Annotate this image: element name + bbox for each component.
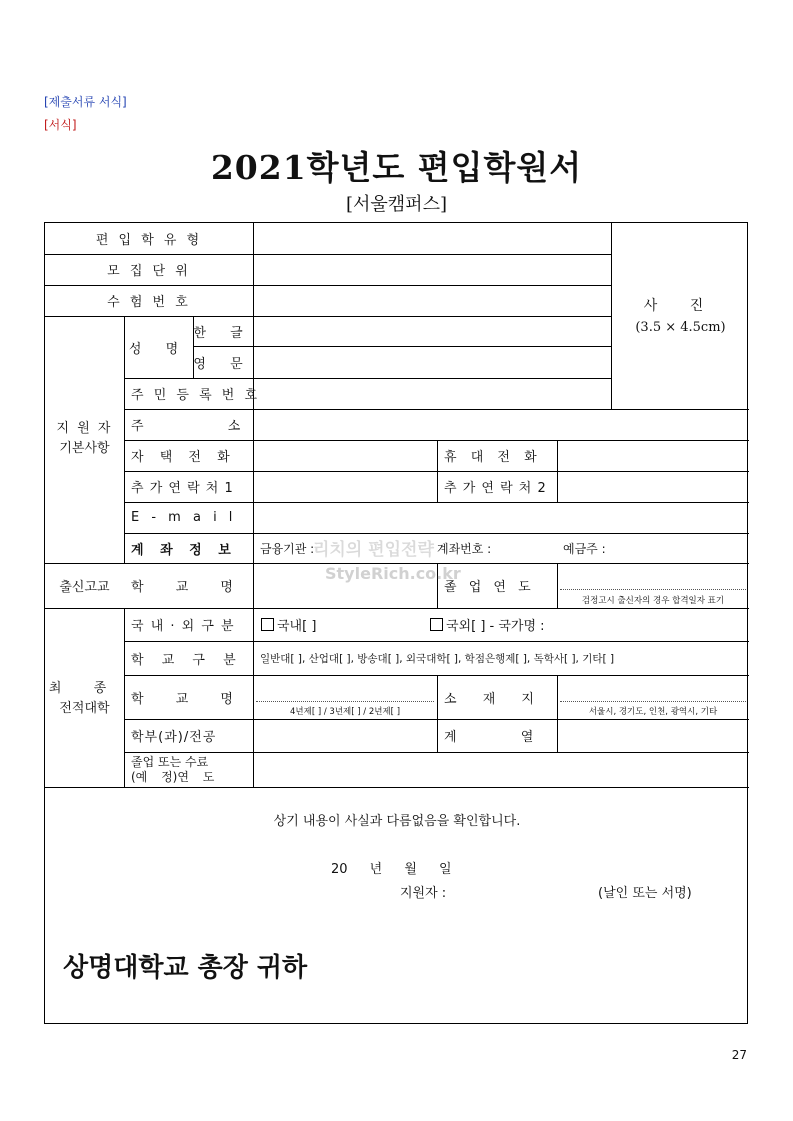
- series-label: 계 열: [444, 730, 534, 745]
- series-field[interactable]: [558, 720, 748, 751]
- extra-contact-2-field[interactable]: [558, 472, 748, 501]
- page-title: 2021학년도 편입학원서: [210, 148, 583, 187]
- ged-note: 검정고시 출신자의 경우 합격일자 표기: [581, 595, 725, 606]
- grad-date-label-line2: (예 정)연 도: [131, 770, 215, 784]
- english-name-field[interactable]: [254, 347, 610, 377]
- final-school-line2: 전적대학: [59, 700, 110, 716]
- high-school-name-label: 학 교 명: [131, 580, 233, 595]
- depositor-label: 예금주 :: [563, 541, 606, 556]
- school-type-label: 학 교 구 분: [131, 652, 236, 668]
- domestic-foreign-label: 국 내 · 외 구 분: [131, 619, 234, 634]
- confirmation-statement: 상기 내용이 사실과 다름없음을 확인합니다.: [273, 813, 521, 829]
- foreign-option-label: 국외[ ] - 국가명 :: [446, 619, 545, 634]
- grad-year-label: 졸 업 연 도: [444, 580, 531, 595]
- department-field[interactable]: [254, 720, 436, 751]
- application-form: [44, 222, 748, 1024]
- exam-number-field[interactable]: [254, 286, 610, 315]
- applicant-section-line1: 지 원 자: [56, 420, 113, 436]
- year-options[interactable]: 4년제[ ] / 3년제[ ] / 2년제[ ]: [289, 707, 401, 717]
- mobile-label: 휴 대 전 화: [444, 450, 537, 465]
- watermark-url: StyleRich.co.kr: [325, 564, 461, 583]
- addressee: 상명대학교 총장 귀하: [63, 952, 308, 983]
- extra-contact-1-field[interactable]: [254, 472, 436, 501]
- school-type-options[interactable]: 일반대[ ], 산업대[ ], 방송대[ ], 외국대학[ ], 학점은행제[ ], 독학사[ ], 기타[ ]: [260, 652, 615, 665]
- final-school-line1: 최 종: [48, 680, 121, 696]
- photo-size-label: (3.5 × 4.5cm): [635, 319, 726, 335]
- mobile-field[interactable]: [558, 441, 748, 470]
- exam-number-label: 수 험 번 호: [107, 295, 191, 310]
- korean-name-field[interactable]: [254, 317, 610, 345]
- department-label: 학부(과)/전공: [131, 730, 217, 745]
- photo-label: 사 진: [643, 298, 718, 314]
- domestic-option[interactable]: [261, 608, 401, 641]
- page-number: 27: [731, 1048, 747, 1062]
- grad-date-label-line1: 졸업 또는 수료: [131, 755, 209, 769]
- address-label: 주 소: [131, 419, 241, 434]
- high-school-section-label: 출신고교: [59, 580, 110, 595]
- email-field[interactable]: [254, 503, 748, 532]
- korean-name-label: 한 글: [193, 325, 253, 341]
- address-field[interactable]: [254, 410, 748, 439]
- recruit-unit-label: 모 집 단 위: [107, 264, 191, 279]
- english-name-label: 영 문: [193, 356, 253, 372]
- extra-contact-1-label: 추 가 연 락 처 1: [131, 481, 234, 496]
- doc-type-label: [제출서류 서식]: [44, 95, 127, 109]
- applicant-signature-field[interactable]: [485, 881, 605, 901]
- date-line: 20 년 월 일: [331, 861, 452, 877]
- account-info-label: 계 좌 정 보: [131, 542, 231, 558]
- applicant-signature-label: 지원자 :: [400, 885, 447, 901]
- extra-contact-2-label: 추 가 연 락 처 2: [444, 481, 547, 496]
- grad-date-field[interactable]: [254, 753, 748, 786]
- transfer-type-label: 편 입 학 유 형: [95, 233, 203, 248]
- form-tag-label: [서식]: [44, 118, 77, 132]
- domestic-checkbox[interactable]: [261, 618, 274, 631]
- home-phone-field[interactable]: [254, 441, 436, 470]
- location-label: 소 재 지: [444, 691, 534, 707]
- resident-number-label: 주 민 등 록 번 호: [131, 388, 261, 403]
- foreign-checkbox[interactable]: [430, 618, 443, 631]
- foreign-option[interactable]: [430, 608, 630, 641]
- watermark-text: 리치의 편입전략: [313, 540, 434, 560]
- page-subtitle: [서울캠퍼스]: [346, 194, 447, 215]
- seal-note: (날인 또는 서명): [598, 885, 692, 901]
- applicant-section-line2: 기본사항: [59, 440, 110, 456]
- resident-number-field[interactable]: [254, 379, 610, 408]
- account-number-label: 계좌번호 :: [437, 541, 492, 556]
- location-options[interactable]: 서울시, 경기도, 인천, 광역시, 기타: [588, 707, 718, 717]
- recruit-unit-field[interactable]: [254, 255, 610, 284]
- transfer-type-field[interactable]: [254, 224, 610, 253]
- home-phone-label: 자 택 전 화: [131, 450, 230, 465]
- name-label: 성 명: [128, 341, 189, 357]
- email-label: E - m a i l: [131, 510, 237, 525]
- domestic-option-label: 국내[ ]: [277, 619, 317, 634]
- bank-label: 금융기관 :: [260, 541, 315, 556]
- final-school-name-label: 학 교 명: [131, 691, 233, 707]
